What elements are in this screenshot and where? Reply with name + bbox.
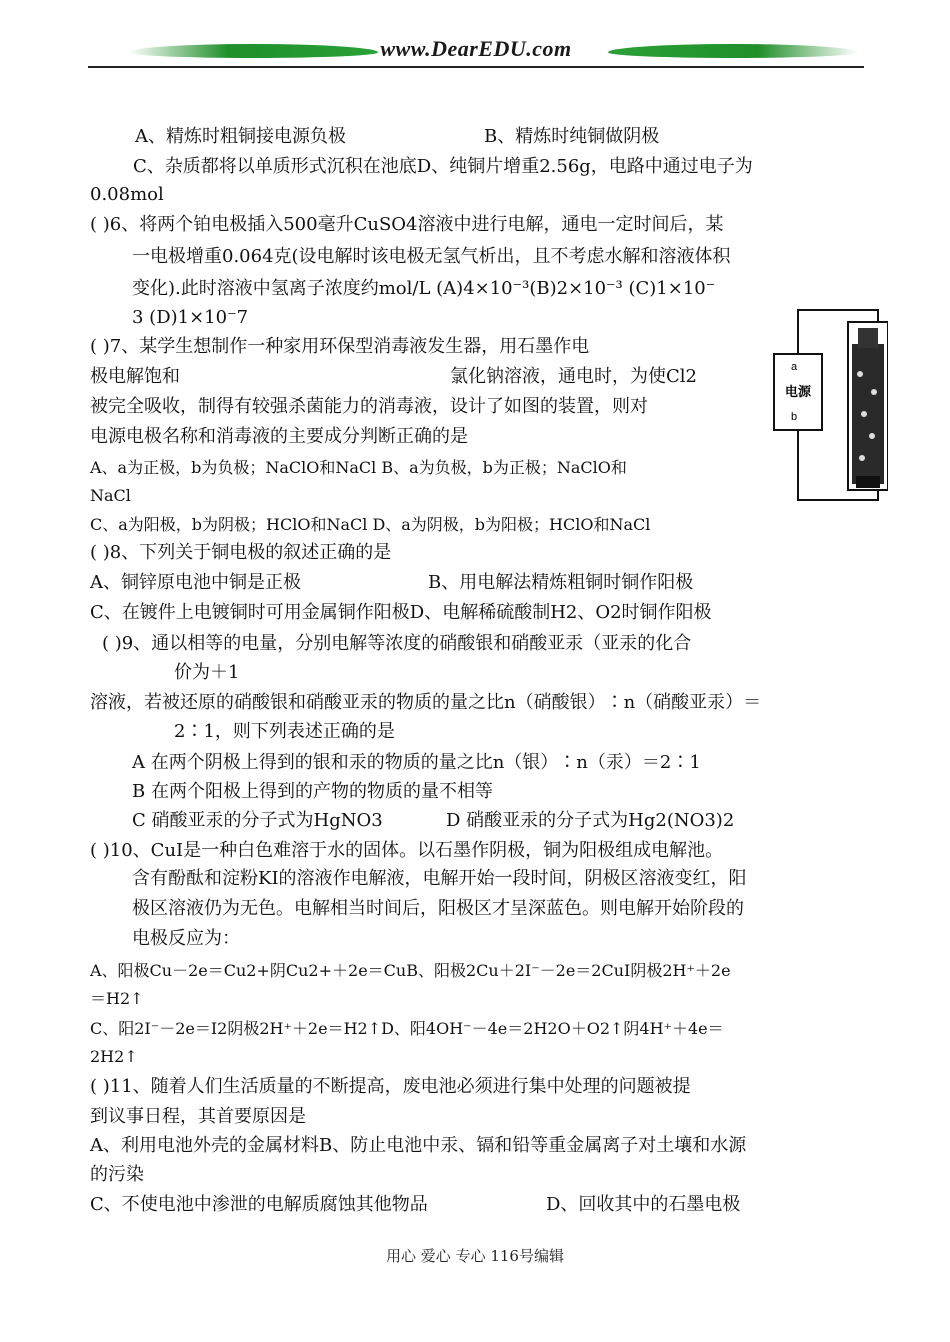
q10-line-2: 含有酚酞和淀粉KI的溶液作电解液，电解开始一段时间，阴极区溶液变红，阳 xyxy=(132,868,747,889)
q10-options-d-cont: 2H2↑ xyxy=(90,1047,138,1066)
terminal-a-label: a xyxy=(790,361,798,373)
cell-stopper xyxy=(858,328,878,348)
q7-line-4: 电源电极名称和消毒液的主要成分判断正确的是 xyxy=(90,426,468,447)
q11-line-2: 到议事日程，其首要原因是 xyxy=(90,1106,306,1127)
q10-line-3: 极区溶液仍为无色。电解相当时间后，阳极区才呈深蓝色。则电解开始阶段的 xyxy=(132,898,744,919)
electrolysis-apparatus-diagram xyxy=(768,304,888,504)
q7-options-cd: C、a为阳极，b为阴极；HClO和NaCl D、a为阴极，b为阳极；HClO和NaCl xyxy=(90,515,651,534)
terminal-b-label: b xyxy=(790,411,798,423)
gas-bubble xyxy=(869,433,875,439)
gas-bubble xyxy=(859,455,865,461)
solution-body xyxy=(852,344,884,484)
header-rule xyxy=(88,66,864,68)
gas-bubble xyxy=(857,371,863,377)
q7-options-b-cont: NaCl xyxy=(90,486,131,505)
q5-option-cd: C、杂质都将以单质形式沉积在池底D、纯铜片增重2.56g，电路中通过电子为 xyxy=(133,156,753,177)
q6-line-2: 一电极增重0.064克(设电解时该电极无氢气析出，且不考虑水解和溶液体积 xyxy=(132,246,731,267)
q11-line-1: ( )11、随着人们生活质量的不断提高，废电池必须进行集中处理的问题被提 xyxy=(90,1076,691,1097)
q7-line-2b: 氯化钠溶液，通电时，为使Cl2 xyxy=(450,366,697,387)
q8-options-cd: C、在镀件上电镀铜时可用金属铜作阳极D、电解稀硫酸制H2、O2时铜作阳极 xyxy=(90,602,712,623)
power-supply-label: 电源 xyxy=(784,385,812,400)
q11-option-c: C、不使电池中渗泄的电解质腐蚀其他物品 xyxy=(90,1194,428,1215)
q10-line-1: ( )10、CuI是一种白色难溶于水的固体。以石墨作阴极，铜为阳极组成电解池。 xyxy=(90,840,724,861)
q7-line-1: ( )7、某学生想制作一种家用环保型消毒液发生器，用石墨作电 xyxy=(90,336,590,357)
bottom-electrode xyxy=(856,476,880,488)
q9-line-1: ( )9、通以相等的电量，分别电解等浓度的硝酸银和硝酸亚汞（亚汞的化合 xyxy=(102,633,692,654)
q10-line-4: 电极反应为： xyxy=(132,928,240,949)
q9-line-4: 2∶1，则下列表述正确的是 xyxy=(174,721,395,742)
q7-options-ab: A、a为正极，b为负极；NaClO和NaCl B、a为负极，b为正极；NaClO和 xyxy=(90,458,627,477)
q6-line-4: 3 (D)1×10⁻7 xyxy=(132,307,249,328)
q9-option-b: B 在两个阳极上得到的产物的物质的量不相等 xyxy=(132,781,493,802)
q10-options-b-cont: ＝H2↑ xyxy=(90,989,144,1008)
q7-line-3: 被完全吸收，制得有较强杀菌能力的消毒液，设计了如图的装置，则对 xyxy=(90,396,648,417)
q9-line-3: 溶液，若被还原的硝酸银和硝酸亚汞的物质的量之比n（硝酸银）∶n（硝酸亚汞）＝ xyxy=(90,692,762,713)
q8-stem: ( )8、下列关于铜电极的叙述正确的是 xyxy=(90,542,392,563)
q11-option-d: D、回收其中的石墨电极 xyxy=(546,1194,741,1215)
site-header xyxy=(88,30,864,70)
q7-line-2a: 极电解饱和 xyxy=(90,366,180,387)
q6-line-1: ( )6、将两个铂电极插入500毫升CuSO4溶液中进行电解，通电一定时间后，某 xyxy=(90,214,724,235)
q9-option-c: C 硝酸亚汞的分子式为HgNO3 xyxy=(132,810,383,831)
q10-options-ab: A、阳极Cu－2e＝Cu2+阴Cu2+＋2e＝CuB、阳极2Cu＋2I⁻－2e＝2CuI阴极2H⁺＋2e xyxy=(90,961,731,980)
q11-options-ab: A、利用电池外壳的金属材料B、防止电池中汞、镉和铅等重金属离子对土壤和水源 xyxy=(90,1135,747,1156)
page-footer: 用心 爱心 专心 116号编辑 xyxy=(386,1247,564,1265)
q10-options-cd: C、阳2I⁻－2e＝I2阴极2H⁺＋2e＝H2↑D、阳4OH⁻－4e＝2H2O＋O2↑阴4H⁺＋4e＝ xyxy=(90,1019,724,1038)
q8-option-a: A、铜锌原电池中铜是正极 xyxy=(90,572,301,593)
q9-option-d: D 硝酸亚汞的分子式为Hg2(NO3)2 xyxy=(446,810,735,831)
q11-option-b-cont: 的污染 xyxy=(90,1164,144,1185)
q9-line-2: 价为＋1 xyxy=(174,662,240,683)
q9-option-a: A 在两个阴极上得到的银和汞的物质的量之比n（银）∶n（汞）＝2∶1 xyxy=(132,752,701,773)
site-logo: www.DearEDU.com xyxy=(380,36,572,61)
q6-line-3: 变化).此时溶液中氢离子浓度约mol/L (A)4×10⁻³(B)2×10⁻³ (C)1×10⁻ xyxy=(132,278,716,299)
gas-bubble xyxy=(871,389,877,395)
apparatus-svg xyxy=(768,304,888,504)
q5-option-a: A、精炼时粗铜接电源负极 xyxy=(135,126,346,147)
q5-option-d-cont: 0.08mol xyxy=(90,184,164,205)
q5-option-b: B、精炼时纯铜做阴极 xyxy=(484,126,660,147)
gas-bubble xyxy=(861,411,867,417)
q8-option-b: B、用电解法精炼粗铜时铜作阳极 xyxy=(428,572,694,593)
